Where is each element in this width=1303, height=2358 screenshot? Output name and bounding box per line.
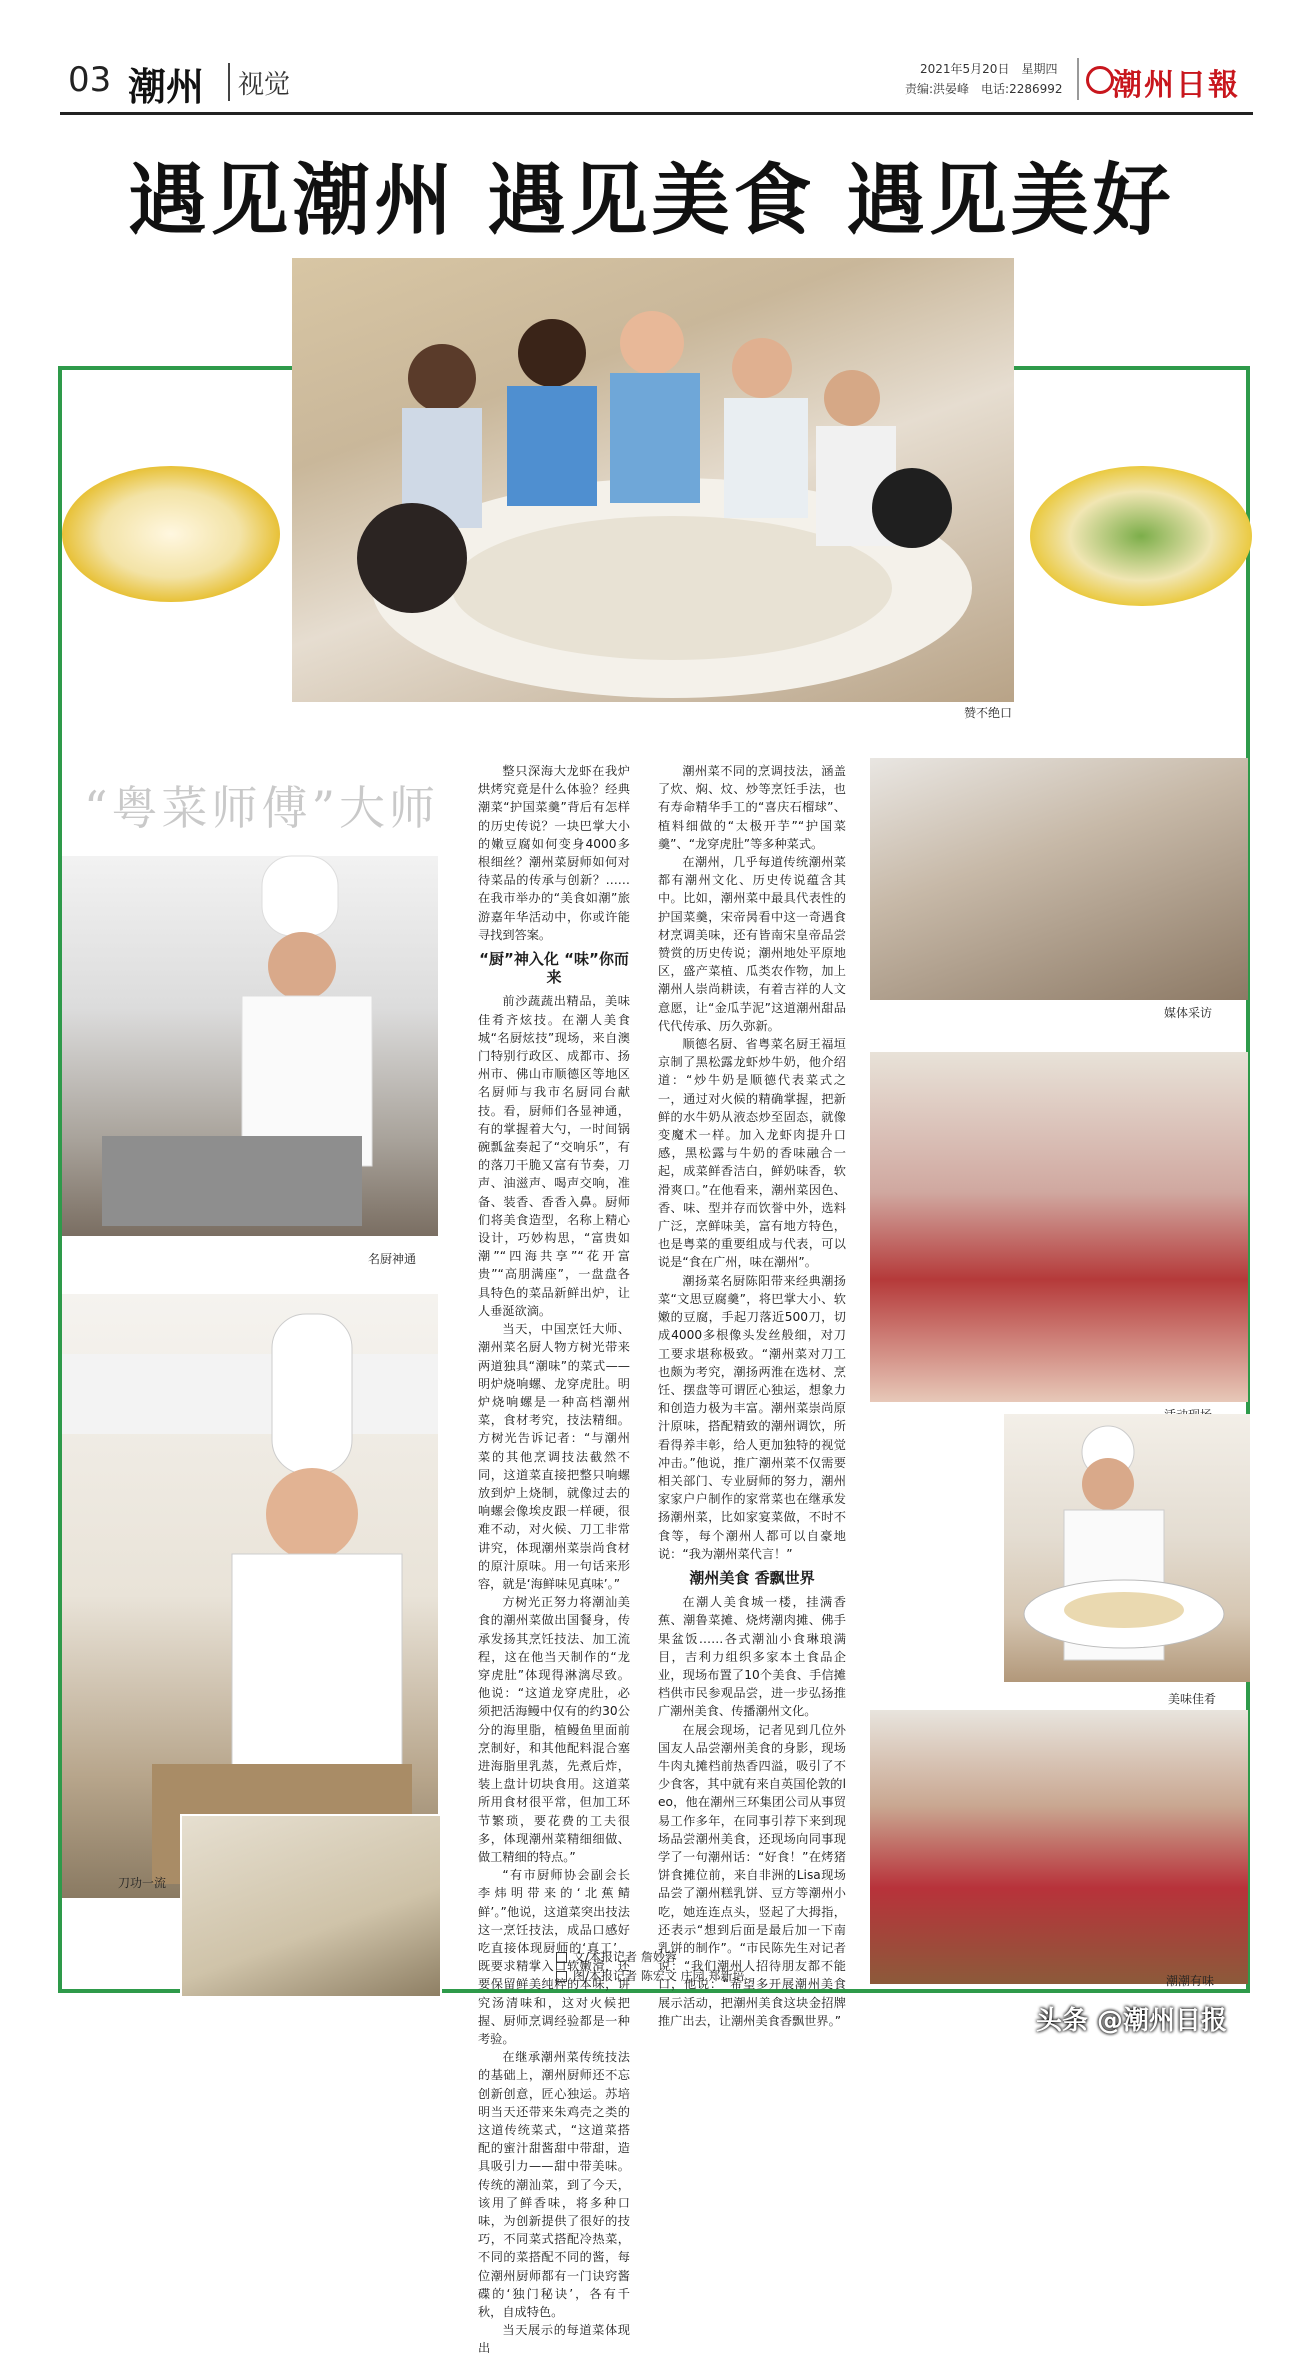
article-paragraph: 当天展示的每道菜体现出: [478, 2323, 630, 2356]
photo-media-interview: [870, 758, 1248, 1000]
caption-chef1: 名厨神通: [368, 1252, 417, 1266]
photo-credit: 图/本报记者 陈宏文 庄园 郑新培: [573, 1969, 745, 1983]
article-paragraph: “有市厨师协会副会长李炜明带来的‘北蕉鲭鲜’。”他说，这道菜突出技法这一烹饪技法，成品口感好吃直接体现厨师的‘真工’，既要求精掌入口软嫩滑，还要保留鲜美纯粹的本味，讲究汤清味和，这对火候把握、厨师烹调经验都是一种考验。: [478, 1868, 630, 2047]
photo-banquet-table: [292, 258, 1014, 702]
photo-tofu-closeup: [180, 1814, 442, 1998]
article-paragraph: 潮州菜不同的烹调技法，涵盖了炊、焖、炆、炒等烹饪手法，也有寿命精华手工的“喜庆石榴球”、植料细做的“太极开芋”“护国菜羹”、“龙穿虎肚”等多种菜式。: [658, 764, 846, 851]
article-paragraph: 前沙蔬蔬出精品，美味佳肴齐炫技。在潮人美食城“名厨炫技”现场，来自澳门特别行政区、成都市、扬州市、佛山市顺德区等地区名厨师与我市名厨同台献技。看，厨师们各显神通，有的掌握着大勺，一时间锅碗瓢盆奏起了“交响乐”，有的落刀干脆又富有节奏，刀声、油滋声、喝声交响，准备、装香、香香入鼻。厨师们将美食造型，名称上精心设计，巧妙构思，“富贵如潮”“四海共享”“花开富贵”“高朋满座”，一盘盘各具特色的菜品新鲜出炉，让人垂涎欲滴。: [478, 994, 630, 1318]
page-number: 03: [68, 60, 112, 100]
headline: 遇见潮州 遇见美食 遇见美好: [128, 155, 1175, 246]
article-paragraph: 在潮人美食城一楼，挂满香蕉、潮鲁菜摊、烧烤潮肉摊、佛手果盆饭……各式潮汕小食琳琅满目，吉利力组织多家本土食品企业，现场布置了10个美食、手信摊档供市民参观品尝，进一步弘扬推广潮州美食、传播潮州文化。: [658, 1595, 846, 1719]
photo-lobster-dish: [62, 466, 280, 602]
photo-chef-presenting-dish: [1004, 1414, 1250, 1682]
header-rule: [60, 112, 1253, 115]
article-paragraph: 在继承潮州菜传统技法的基础上，潮州厨师还不忘创新创意，匠心独运。苏培明当天还带来朱鸡壳之类的这道传统菜式，“这道菜搭配的蜜汁甜酱甜中带甜，造具吸引力——甜中带美味。传统的潮汕菜，到了今天，该用了鲜香味，将多种口味，为创新提供了很好的技巧，不同菜式搭配冷热菜，不同的菜搭配不同的酱，每位潮州厨师都有一门诀窍酱碟的‘独门秘诀’，各有千秋，自成特色。: [478, 2050, 630, 2320]
article-paragraph: 整只深海大龙虾在我炉烘烤究竟是什么体验？经典潮菜“护国菜羹”背后有怎样的历史传说？一块巴掌大小的嫩豆腐如何变身4000多根细丝？潮州菜厨师如何对待菜品的传承与创新？……在我市举办的“美食如潮”旅游嘉年华活动中，你或许能寻找到答案。: [478, 764, 630, 942]
photo-dumpling-dish: [1030, 466, 1252, 606]
editor-info: 责编:洪晏峰 电话:2286992: [905, 82, 1063, 96]
article-subheading: 潮州美食 香飘世界: [689, 1568, 815, 1587]
caption-dish: 美味佳肴: [1168, 1692, 1217, 1706]
photo-chef-cooking: [62, 856, 438, 1236]
chef-illustration: [62, 856, 438, 1236]
text-credit: 文/本报记者 詹妙蓉: [573, 1950, 677, 1964]
article-subheading: “厨”神入化 “味”你而来: [479, 950, 629, 987]
section-divider: [228, 63, 230, 101]
caption-guests: 潮潮有味: [1166, 1974, 1215, 1988]
caption-chef2: 刀功一流: [118, 1876, 167, 1890]
newspaper-logo: 潮州日報: [1112, 68, 1240, 103]
section-title: 潮州: [128, 64, 205, 109]
article-paragraph: 潮扬菜名厨陈阳带来经典潮扬菜“文思豆腐羹”，将巴掌大小、软嫩的豆腐，手起刀落近500刀，切成4000多根像头发丝般细，对刀工要求堪称极致。“潮州菜对刀工也颇为考究，潮扬两淮在选材、烹饪、摆盘等可谓匠心独运，想象力和创造力极为丰富。潮州菜崇尚原汁原味，搭配精致的潮州调饮，所看得养丰彰，给人更加独特的视觉冲击。”他说，推广潮州菜不仅需要相关部门、专业厨师的努力，潮州家家户户制作的家常菜也在继承发扬潮州菜，比如家宴菜做，不时不食等，每个潮州人都可以自豪地说：“我为潮州菜代言！”: [658, 1273, 846, 1561]
newspaper-logo-icon: [1086, 66, 1114, 94]
banquet-scene-illustration: [292, 258, 1014, 702]
caption-media: 媒体采访: [1164, 1006, 1213, 1020]
calligraphy-backdrop: “粤菜师傅”大师: [84, 781, 440, 835]
article-paragraph: 方树光正努力将潮汕美食的潮州菜做出国餐身，传承发扬其烹饪技法、加工流程，这在他当天制作的“龙穿虎肚”体现得淋漓尽致。他说：“这道龙穿虎肚，必须把活海鳗中仅有的约30公分的海里脂，植鳗鱼里面前烹制好，和其他配料混合塞进海脂里乳蒸，先煮后炸，装上盘计切块食用。这道菜所用食材很平常，但加工环节繁琐，要花费的工夫很多，体现潮州菜精细细做、做工精细的特点。”: [478, 1595, 630, 1864]
source-watermark: 头条 @潮州日报: [1036, 2006, 1228, 2036]
caption-hero: 赞不绝口: [964, 706, 1013, 720]
square-bullet-icon: [556, 1952, 567, 1963]
photo-event-scene: [870, 1052, 1248, 1402]
article-credits: [556, 1948, 745, 1986]
photo-guests-tasting: [870, 1710, 1248, 1984]
issue-date: 2021年5月20日 星期四: [920, 62, 1058, 76]
dish-illustration: [1004, 1414, 1250, 1682]
logo-divider: [1077, 58, 1079, 100]
article-paragraph: 在展会现场，记者见到几位外国友人品尝潮州美食的身影，现场牛肉丸摊档前热香四溢，吸引了不少食客，其中就有来自英国伦敦的leo，他在潮州三环集团公司从事贸易工作多年，在同事引荐下来到现场品尝潮州美食，还现场向同事现学了一句潮州话：“好食！”在烤猪饼食摊位前，来自非洲的Lisa现场品尝了潮州糕乳饼、豆方等潮州小吃，她连连点头，竖起了大拇指，还表示“想到后面是最后加一下南乳饼的制作”。“市民陈先生对记者说：“我们潮州人招待朋友都不能口，他说：“希望多开展潮州美食展示活动，把潮州美食这块金招牌推广出去，让潮州美食香飘世界。”: [658, 1722, 846, 2028]
article-paragraph: 在潮州，几乎每道传统潮州菜都有潮州文化、历史传说蕴含其中。比如，潮州菜中最具代表性的护国菜羹，宋帝昺看中这一奇遇食材烹调美味，还有皆南宋皇帝品尝赞赏的历史传说；潮州地处平原地区，盛产菜植、瓜类农作物，加上潮州人崇尚耕读，有着吉祥的人文意愿，让“金瓜芋泥”这道潮州甜品代代传承、历久弥新。: [658, 855, 846, 1033]
article-paragraph: 当天，中国烹饪大师、潮州菜名厨人物方树光带来两道独具“潮味”的菜式——明炉烧响螺、龙穿虎肚。明炉烧响螺是一种高档潮州菜，食材考究，技法精细。方树光告诉记者：“与潮州菜的其他烹调技法截然不同，这道菜直接把整只响螺放到炉上烧制，就像过去的响螺会像埃皮跟一样硬，很难不动，对火候、刀工非常讲究，体现潮州菜崇尚食材的原汁原味。用一句话来形容，就是‘海鲜味见真味’。”: [478, 1322, 630, 1591]
chef-knife-illustration: [62, 1294, 438, 1898]
article-paragraph: 顺德名厨、省粤菜名厨王福垣京制了黑松露龙虾炒牛奶，他介绍道：“炒牛奶是顺德代表菜式之一，通过对火候的精确掌握，把新鲜的水牛奶从液态炒至固态，就像变魔术一样。加入龙虾肉提升口感，黑松露与牛奶的香味融合一起，成菜鲜香洁白，鲜奶味香，软滑爽口。”在他看来，潮州菜因色、香、味、型并存而饮誉中外，选料广泛，烹鲜味美，富有地方特色，也是粤菜的重要组成与代表，可以说是“食在广州，味在潮州”。: [658, 1037, 846, 1270]
photo-chef-knife-skills: [62, 1294, 438, 1898]
sub-section-title: 视觉: [238, 70, 291, 100]
square-bullet-icon: [556, 1971, 567, 1982]
